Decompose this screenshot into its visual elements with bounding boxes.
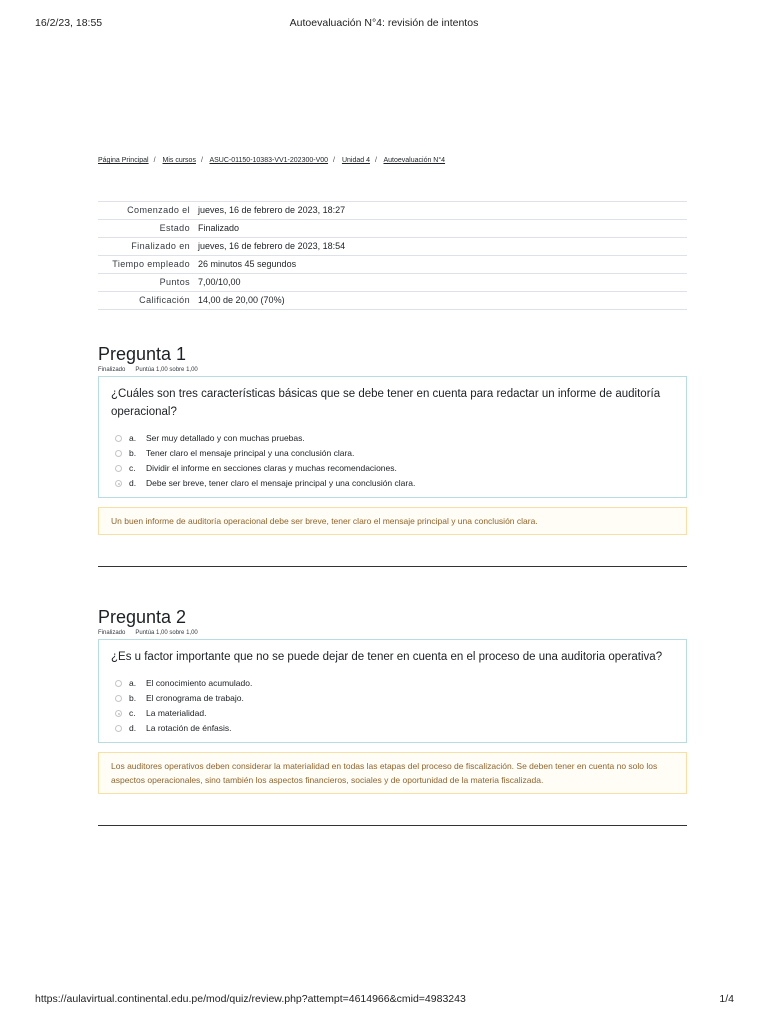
option-text: Debe ser breve, tener claro el mensaje principal y una conclusión clara. — [146, 478, 416, 488]
answer-option-a[interactable] — [111, 676, 674, 691]
summary-row — [98, 274, 687, 292]
summary-label: Comenzado el — [98, 202, 194, 220]
option-text: La materialidad. — [146, 708, 207, 718]
breadcrumb-course[interactable]: ASUC-01150-10383-VV1-202300-V00 — [209, 157, 329, 164]
question-content — [98, 376, 687, 498]
question-text: ¿Es u factor importante que no se puede dejar de tener en cuenta en el proceso de una auditoria operativa? — [111, 651, 663, 663]
option-letter: d. — [129, 478, 137, 488]
radio-button[interactable] — [115, 680, 122, 687]
answer-option-d[interactable] — [111, 721, 674, 736]
option-letter: b. — [129, 448, 137, 458]
question-title: Pregunta 1 — [98, 344, 187, 364]
breadcrumb-unit[interactable]: Unidad 4 — [341, 157, 370, 164]
summary-row — [98, 256, 687, 274]
question-status: Finalizado — [98, 630, 126, 636]
radio-button[interactable] — [115, 725, 122, 732]
option-text: Tener claro el mensaje principal y una conclusión clara. — [146, 448, 355, 458]
summary-value: 7,00/10,00 — [194, 274, 687, 292]
option-text: El conocimiento acumulado. — [146, 678, 253, 688]
summary-row — [98, 220, 687, 238]
answer-option-c[interactable] — [111, 461, 674, 476]
divider — [98, 566, 687, 567]
summary-value: jueves, 16 de febrero de 2023, 18:54 — [194, 238, 687, 256]
question-feedback: Los auditores operativos deben considerar la materialidad en todas las etapas del proceso de fiscalización. Se deben tener en cuenta no solo los aspectos operacionales, sino también los aspectos financieros, sociales y de oportunidad de la materia fiscalizada. — [98, 752, 687, 794]
summary-label: Calificación — [98, 292, 194, 310]
option-text: El cronograma de trabajo. — [146, 693, 244, 703]
question-content — [98, 639, 687, 743]
question-text: ¿Cuáles son tres características básicas que se debe tener en cuenta para redactar un informe de auditoría operacional? — [111, 388, 661, 418]
summary-label: Tiempo empleado — [98, 256, 194, 274]
question-score: Puntúa 1,00 sobre 1,00 — [135, 367, 198, 373]
question-score: Puntúa 1,00 sobre 1,00 — [135, 630, 198, 636]
question-title: Pregunta 2 — [98, 607, 187, 627]
summary-row — [98, 238, 687, 256]
summary-value: jueves, 16 de febrero de 2023, 18:27 — [194, 202, 687, 220]
print-page-number: 1/4 — [719, 993, 734, 1005]
answer-option-c[interactable] — [111, 706, 674, 721]
summary-value: Finalizado — [194, 220, 687, 238]
divider — [98, 825, 687, 826]
breadcrumb-home[interactable]: Página Principal — [98, 157, 149, 164]
answer-option-b[interactable] — [111, 446, 674, 461]
breadcrumb: Página Principal / Mis cursos / ASUC-01150-10383-VV1-202300-V00 / Unidad 4 / Autoevaluación N°4 — [98, 157, 446, 164]
summary-label: Finalizado en — [98, 238, 194, 256]
question-info — [98, 630, 687, 636]
option-letter: d. — [129, 723, 137, 733]
option-letter: c. — [129, 463, 136, 473]
print-url: https://aulavirtual.continental.edu.pe/mod/quiz/review.php?attempt=4614966&cmid=4983243 — [35, 993, 466, 1005]
breadcrumb-my-courses[interactable]: Mis cursos — [162, 157, 196, 164]
radio-button-selected[interactable] — [115, 710, 122, 717]
radio-button[interactable] — [115, 695, 122, 702]
question-feedback: Un buen informe de auditoría operacional debe ser breve, tener claro el mensaje principal y una conclusión clara. — [98, 507, 687, 535]
question-info — [98, 367, 687, 373]
summary-row — [98, 202, 687, 220]
summary-row — [98, 292, 687, 310]
option-text: La rotación de énfasis. — [146, 723, 232, 733]
summary-value: 14,00 de 20,00 (70%) — [194, 292, 687, 310]
question-1 — [98, 344, 687, 535]
print-date: 16/2/23, 18:55 — [35, 17, 103, 29]
attempt-summary-table — [98, 201, 687, 310]
question-status: Finalizado — [98, 367, 126, 373]
radio-button[interactable] — [115, 450, 122, 457]
answer-option-d[interactable] — [111, 476, 674, 491]
option-letter: a. — [129, 678, 137, 688]
summary-label: Estado — [98, 220, 194, 238]
summary-value: 26 minutos 45 segundos — [194, 256, 687, 274]
breadcrumb-quiz[interactable]: Autoevaluación N°4 — [383, 157, 446, 164]
radio-button[interactable] — [115, 435, 122, 442]
option-letter: a. — [129, 433, 137, 443]
option-text: Dividir el informe en secciones claras y muchas recomendaciones. — [146, 463, 397, 473]
radio-button[interactable] — [115, 465, 122, 472]
option-letter: b. — [129, 693, 137, 703]
print-title: Autoevaluación N°4: revisión de intentos — [289, 17, 479, 29]
option-text: Ser muy detallado y con muchas pruebas. — [146, 433, 305, 443]
radio-button-selected[interactable] — [115, 480, 122, 487]
answer-option-b[interactable] — [111, 691, 674, 706]
summary-label: Puntos — [98, 274, 194, 292]
question-2 — [98, 607, 687, 794]
option-letter: c. — [129, 708, 136, 718]
answer-option-a[interactable] — [111, 431, 674, 446]
